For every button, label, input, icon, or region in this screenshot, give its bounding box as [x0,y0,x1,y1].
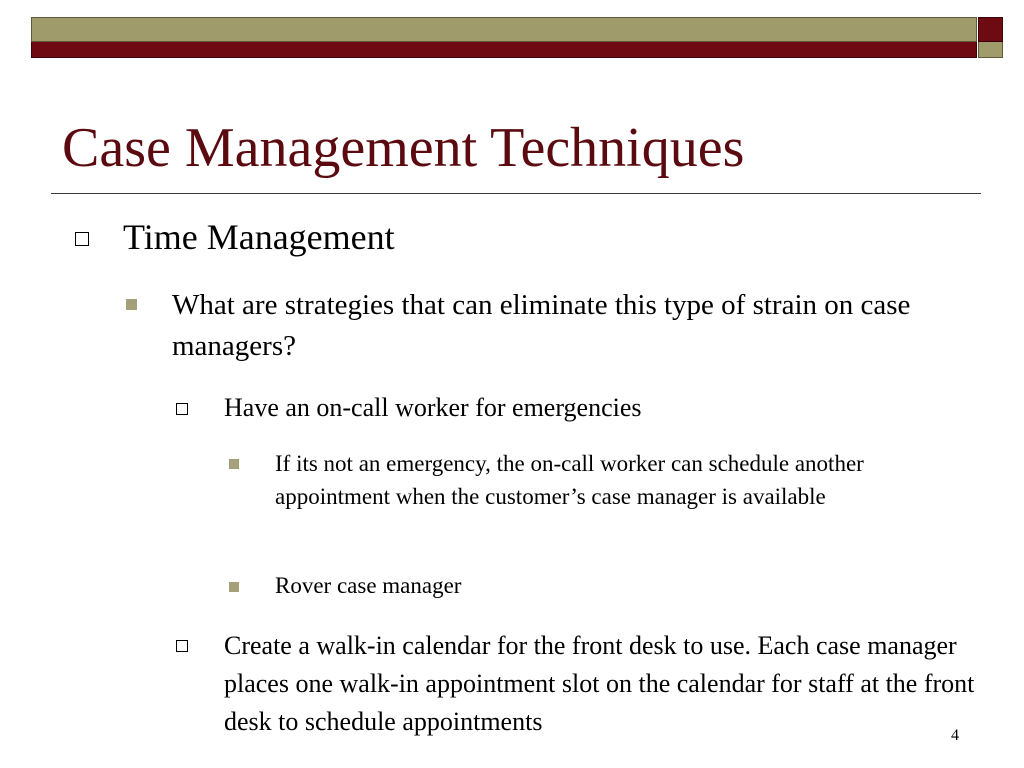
header-corner-square-maroon [978,17,1003,42]
bullet-level4-rover-case-manager: Rover case manager [275,573,462,598]
page-number: 4 [951,727,959,744]
filled-square-bullet-icon [229,459,239,469]
bullet-level3-on-call-worker: Have an on-call worker for emergencies [224,393,642,422]
bullet-level3-walk-in-calendar: Create a walk-in calendar for the front desk to use. Each case manager places one walk-in appointment slot on the calendar for staff at the front desk to schedule appointments [224,631,975,736]
hollow-square-bullet-icon [75,232,89,246]
header-band-olive [31,17,977,42]
header-band-maroon [31,42,977,58]
header-corner-square-olive [978,42,1003,58]
hollow-square-bullet-icon [176,403,188,415]
title-divider [51,193,981,194]
bullet-level1-time-management: Time Management [123,217,395,257]
bullet-level2-strategies-question: What are strategies that can eliminate this type of strain on case managers? [172,289,911,362]
filled-square-bullet-icon [229,582,239,592]
slide-title: Case Management Techniques [62,117,745,179]
bullet-level4-not-emergency: If its not an emergency, the on-call worker can schedule another appointment when the customer’s case manager is available [275,451,864,509]
hollow-square-bullet-icon [176,640,188,652]
filled-square-bullet-icon [126,299,137,310]
